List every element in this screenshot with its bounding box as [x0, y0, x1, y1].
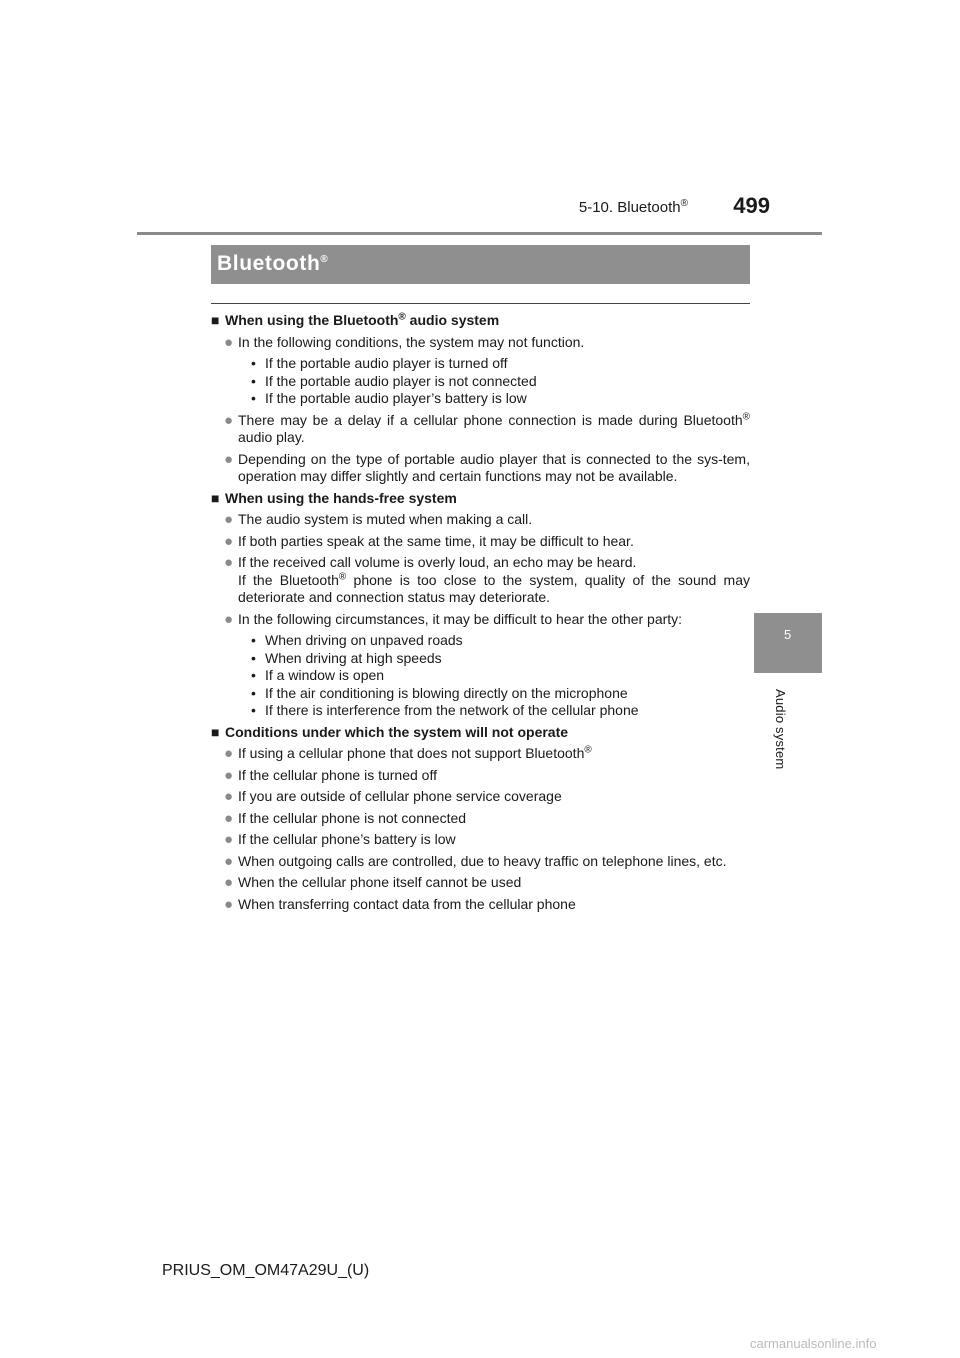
chapter-number: 5	[784, 627, 792, 642]
list-item: ● If both parties speak at the same time, it may be difficult to hear.	[224, 532, 634, 550]
chapter-label-tab	[754, 673, 822, 870]
sub-item: • When driving on unpaved roads	[251, 632, 463, 648]
chapter-label: Audio system	[773, 689, 788, 770]
sub-item: • If the portable audio player is not connected	[251, 372, 537, 389]
sub-item: • If there is interference from the network of the cellular phone	[251, 702, 639, 718]
section-heading: ■ Conditions under which the system will not operate	[211, 723, 569, 740]
chapter-tab	[754, 613, 822, 673]
list-item: ● In the following conditions, the system may not function.	[224, 333, 585, 351]
list-item: ● If the cellular phone is turned off	[224, 766, 437, 784]
sub-item: • If a window is open	[251, 667, 385, 683]
list-item: ● If the received call volume is overly loud, an echo may be heard. If the Bluetooth® phone is too close to the system, quality of the sound may deteriorate and connection status may deteriorate.	[224, 554, 750, 605]
header-rule	[137, 232, 822, 235]
sub-list	[211, 632, 750, 720]
header-section: 5-10. Bluetooth®	[578, 198, 688, 216]
content	[211, 311, 750, 917]
list-item: ● In the following circumstances, it may be difficult to hear the other party:	[224, 610, 683, 628]
list-item: ● Depending on the type of portable audio player that is connected to the sys-tem, operation may differ slightly and certain functions may not be available.	[224, 450, 750, 484]
list-item: ● When outgoing calls are controlled, due to heavy traffic on telephone lines, etc.	[224, 852, 727, 870]
sub-item: • When driving at high speeds	[251, 649, 442, 666]
list-item: ● When transferring contact data from the cellular phone	[224, 895, 576, 913]
document-code: PRIUS_OM_OM47A29U_(U)	[162, 1262, 370, 1279]
list-item: ● If you are outside of cellular phone service coverage	[224, 788, 562, 805]
sub-item: • If the air conditioning is blowing directly on the microphone	[251, 684, 628, 701]
list-item: ● When the cellular phone itself cannot be used	[224, 874, 522, 891]
title-bar	[211, 245, 750, 284]
list-item: ● If the cellular phone’s battery is low	[224, 831, 456, 848]
sub-item: • If the portable audio player’s battery is low	[251, 390, 527, 406]
page-title: Bluetooth®	[217, 252, 329, 275]
list-item: ● The audio system is muted when making a call.	[224, 511, 533, 528]
page-number: 499	[733, 193, 770, 218]
section-heading: ■ When using the Bluetooth® audio system	[211, 311, 500, 328]
list-item: ● If using a cellular phone that does not support Bluetooth®	[224, 744, 592, 762]
list-item: ● If the cellular phone is not connected	[224, 809, 467, 827]
title-rule	[211, 303, 750, 304]
sub-list	[211, 355, 750, 408]
section-heading: ■ When using the hands-free system	[211, 489, 457, 506]
watermark: carmanualsonline.info	[750, 1336, 877, 1351]
sub-item: • If the portable audio player is turned off	[251, 355, 508, 371]
list-item: ● There may be a delay if a cellular phone connection is made during Bluetooth® audio play.	[224, 410, 750, 445]
